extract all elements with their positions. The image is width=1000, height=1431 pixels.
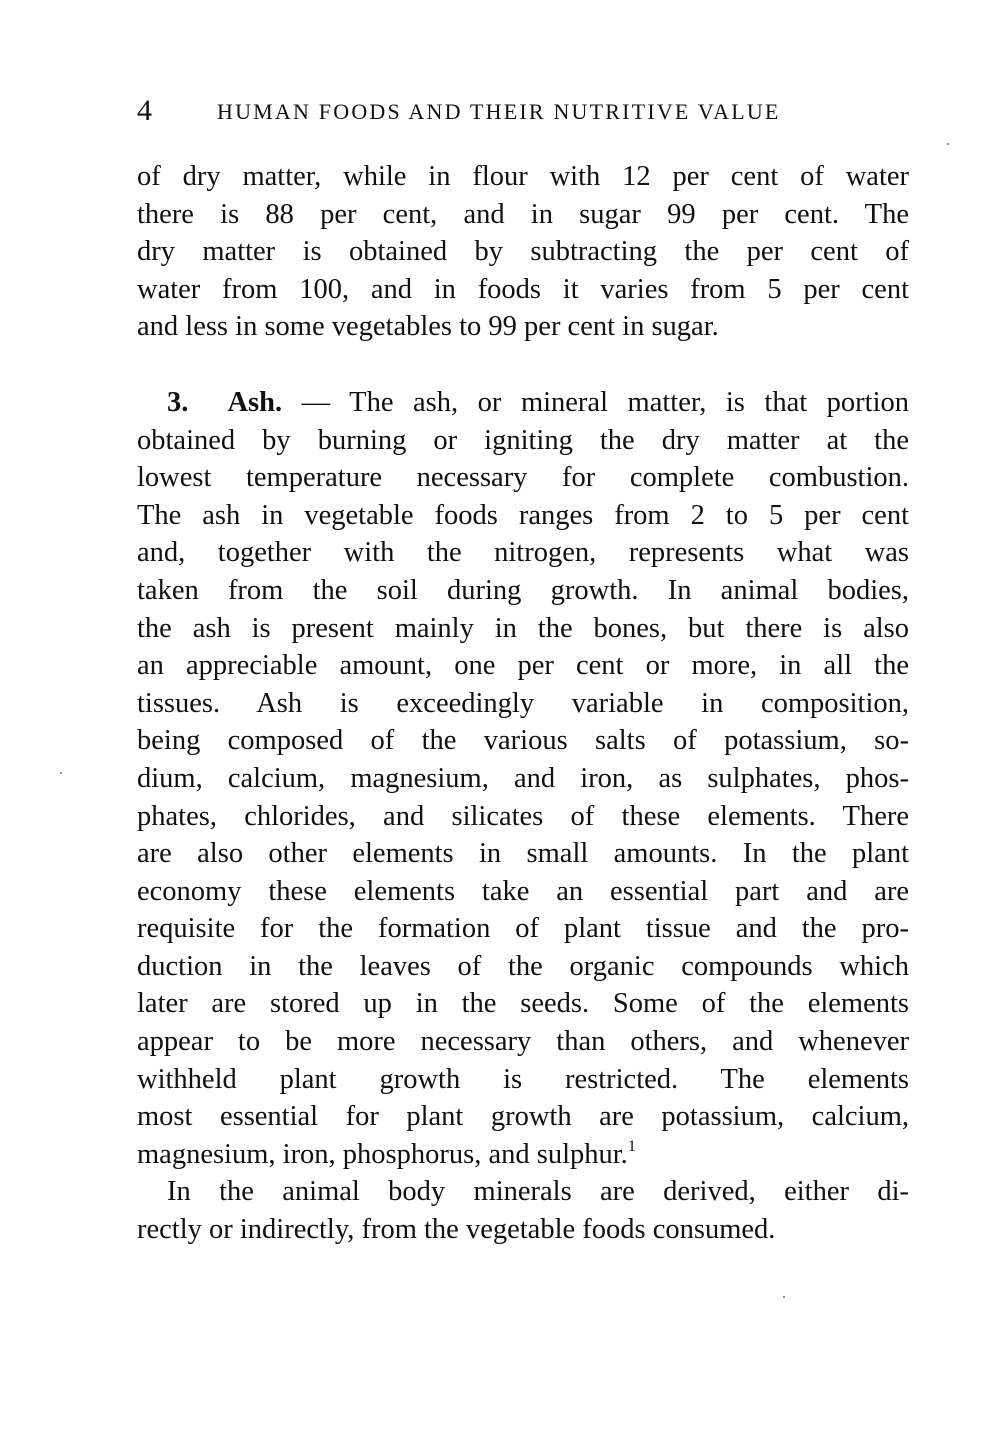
text-line <box>137 1136 909 1174</box>
text-line: there is 88 per cent, and in sugar 99 per cent. The <box>137 198 909 230</box>
section-number: 3. <box>167 386 189 418</box>
text-line: In the animal body minerals are derived, either di- <box>167 1176 909 1208</box>
footnote-marker[interactable]: 1 <box>627 1137 636 1155</box>
text-line: dry matter is obtained by subtracting the per cent of <box>137 236 909 268</box>
text-line: withheld plant growth is restricted. The elements <box>137 1063 909 1095</box>
paragraph-dry-matter <box>137 158 909 346</box>
page-body <box>137 158 909 1249</box>
text-line: The ash in vegetable foods ranges from 2 to 5 per cent <box>137 499 909 531</box>
section-heading-line <box>137 384 909 422</box>
text-line: later are stored up in the seeds. Some of the elements <box>137 988 909 1020</box>
text-line: economy these elements take an essential part and are <box>137 875 909 907</box>
text-line: the ash is present mainly in the bones, but there is also <box>137 612 909 644</box>
text-line: most essential for plant growth are potassium, calcium, <box>137 1101 909 1133</box>
text-line: requisite for the formation of plant tissue and the pro- <box>137 913 909 945</box>
text-line: and less in some vegetables to 99 per cent in sugar. <box>137 311 719 343</box>
text-line: taken from the soil during growth. In animal bodies, <box>137 574 909 606</box>
paragraph-animal-minerals <box>137 1173 909 1248</box>
text-line: being composed of the various salts of potassium, so- <box>137 725 909 757</box>
text-line: appear to be more necessary than others, and whenever <box>137 1026 909 1058</box>
running-title: HUMAN FOODS AND THEIR NUTRITIVE VALUE <box>217 99 781 124</box>
text-line: — The ash, or mineral matter, is that portion <box>282 386 910 418</box>
scan-speck <box>60 772 62 774</box>
scan-speck <box>947 143 949 145</box>
text-line: lowest temperature necessary for complete combustion. <box>137 462 909 494</box>
text-line: of dry matter, while in flour with 12 per cent of water <box>137 161 909 192</box>
paragraph-gap <box>137 346 909 384</box>
text-line: water from 100, and in foods it varies from 5 per cent <box>137 273 909 305</box>
text-line: duction in the leaves of the organic compounds which <box>137 950 909 982</box>
text-line: obtained by burning or igniting the dry matter at the <box>137 424 909 456</box>
text-line-content: magnesium, iron, phosphorus, and sulphur. <box>137 1138 628 1170</box>
text-line: rectly or indirectly, from the vegetable foods consumed. <box>137 1214 776 1246</box>
section-heading: Ash. <box>227 386 283 418</box>
section-ash <box>137 384 909 1173</box>
text-line: and, together with the nitrogen, represents what was <box>137 537 909 569</box>
text-line: tissues. Ash is exceedingly variable in composition, <box>137 687 909 719</box>
text-line: phates, chlorides, and silicates of these elements. There <box>137 800 909 832</box>
text-line: dium, calcium, magnesium, and iron, as sulphates, phos- <box>137 762 909 794</box>
text-line: an appreciable amount, one per cent or more, in all the <box>137 650 909 682</box>
page-number: 4 <box>137 94 152 127</box>
text-line: are also other elements in small amounts. In the plant <box>137 838 909 870</box>
scan-speck <box>783 1296 785 1298</box>
page-header <box>137 94 837 128</box>
